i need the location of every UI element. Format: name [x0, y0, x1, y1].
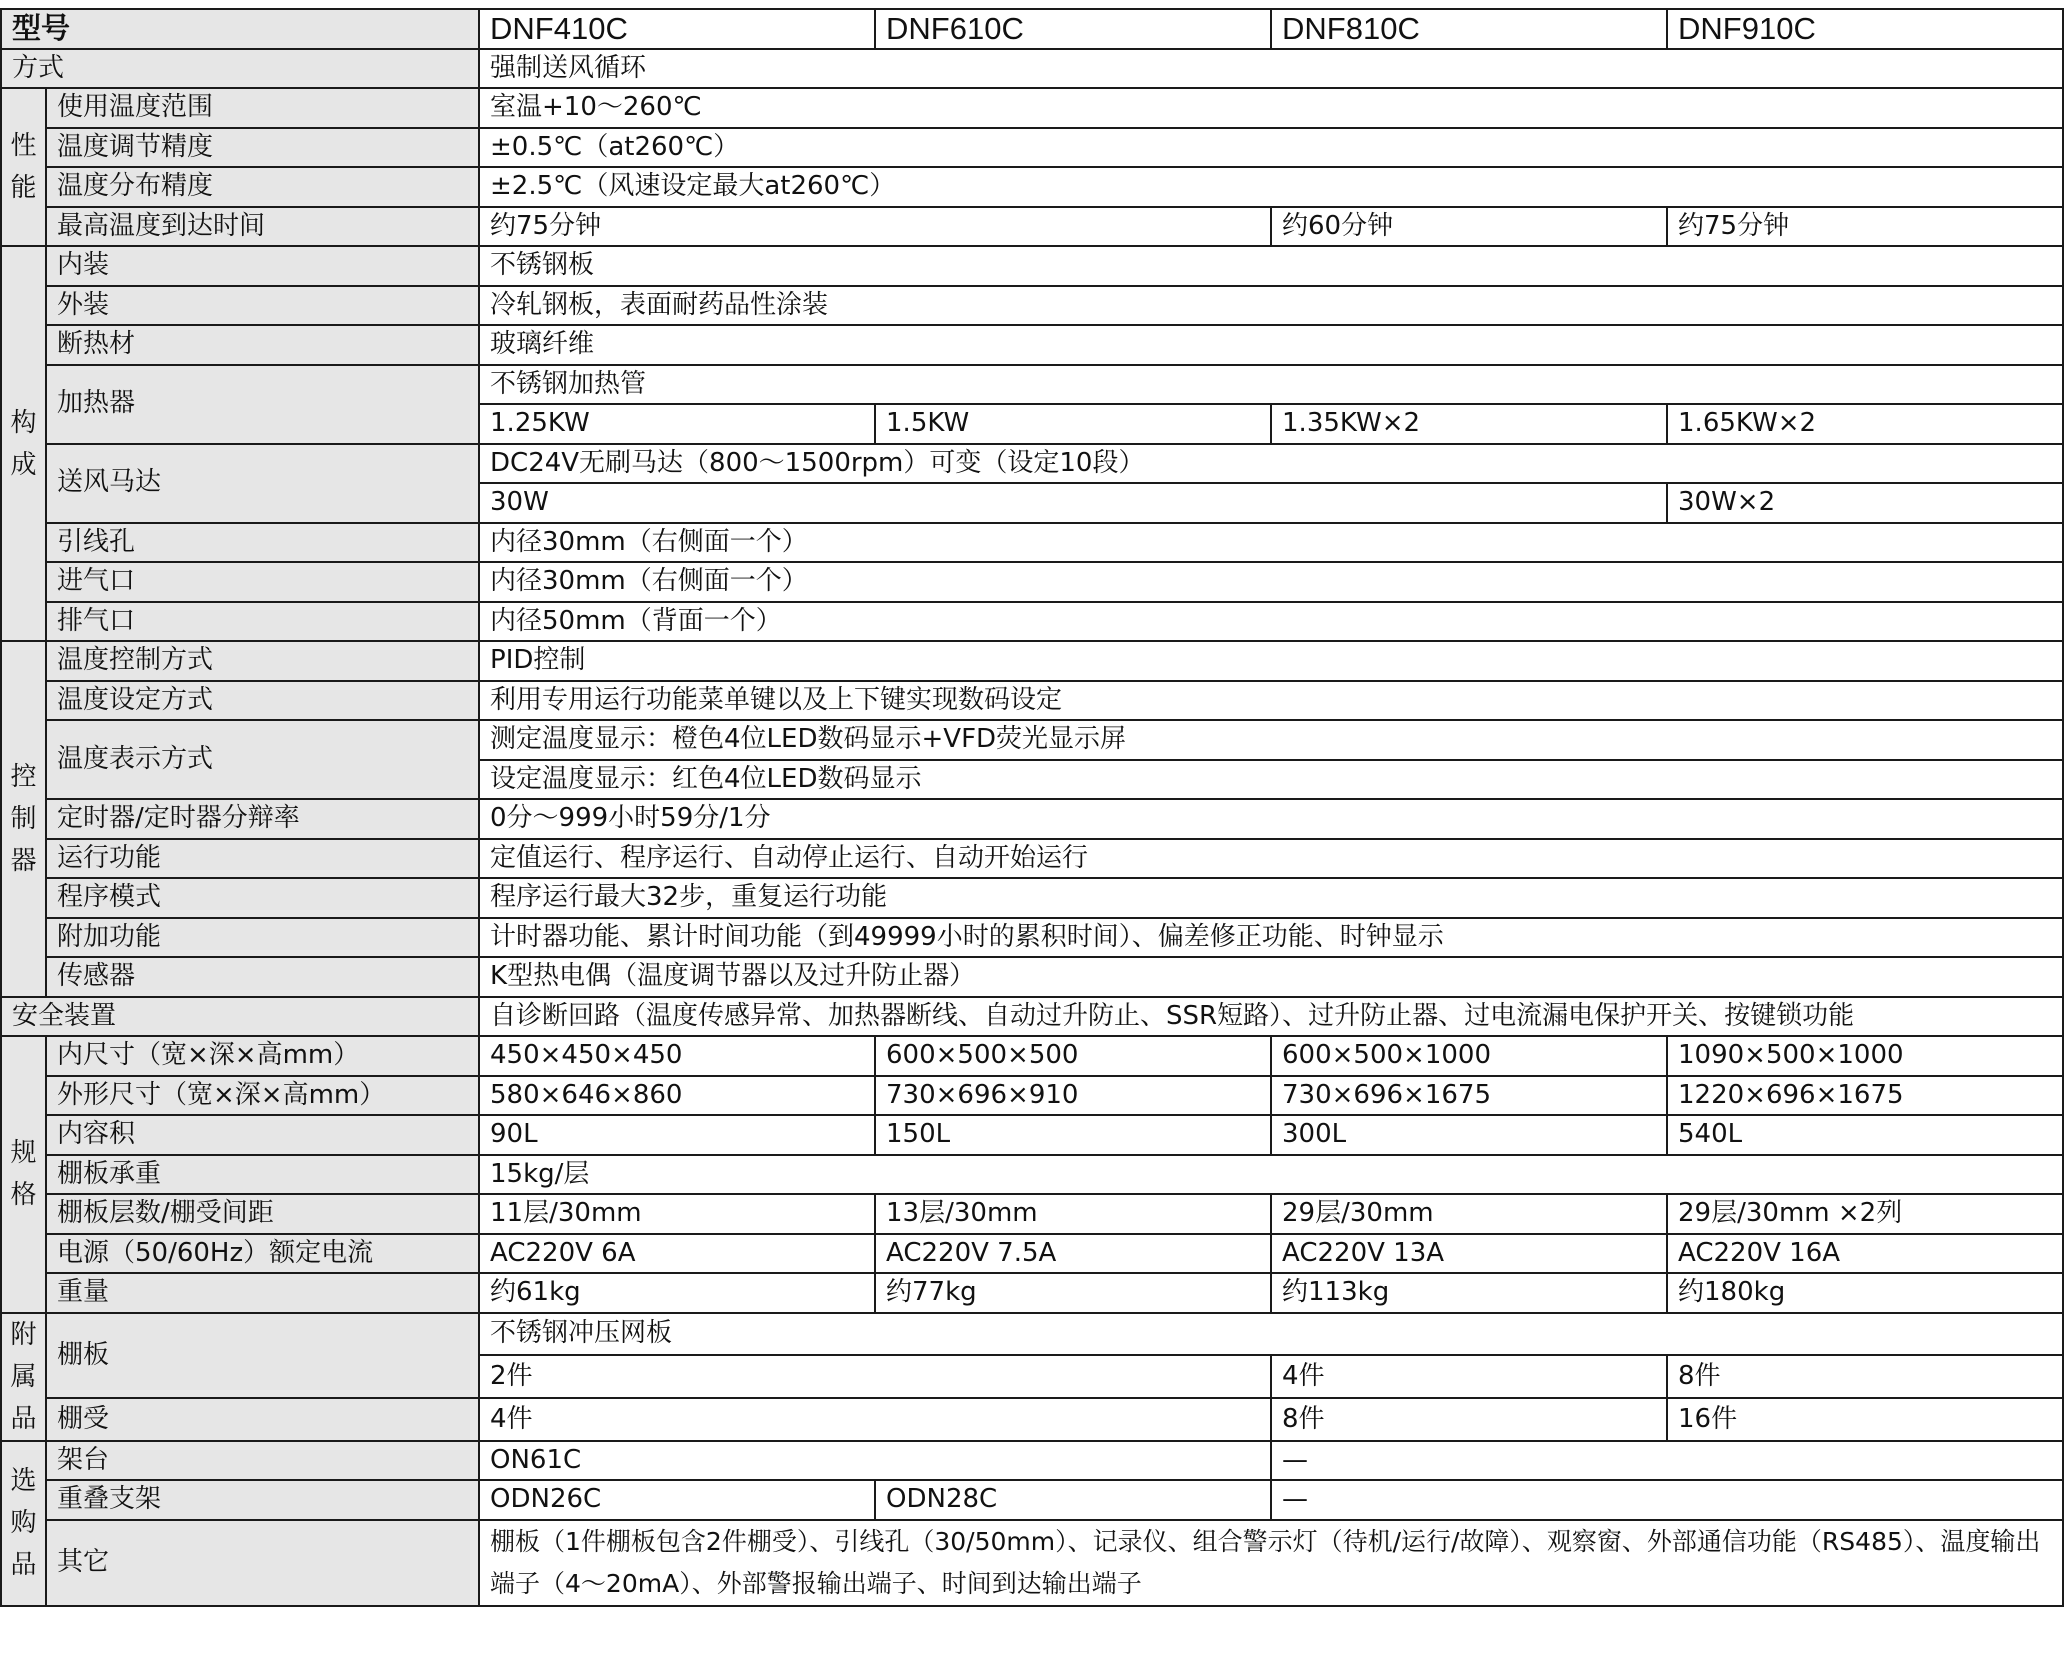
row-label: 温度控制方式	[46, 641, 479, 681]
options-category	[1, 1441, 46, 1606]
performance-category	[1, 88, 46, 246]
row-value: 玻璃纤维	[479, 325, 2063, 365]
spec-row	[1, 1036, 2063, 1076]
spec-row	[1, 88, 2063, 128]
spec-row	[1, 641, 2063, 681]
row-value: 540L	[1667, 1115, 2063, 1155]
row-label: 送风马达	[46, 444, 479, 523]
row-value: 棚板（1件棚板包含2件棚受）、引线孔（30/50mm）、记录仪、组合警示灯（待机/运行/故障）、观察窗、外部通信功能（RS485）、温度输出端子（4～20mA）、外部警报输出端子、时间到达输出端子	[479, 1520, 2063, 1606]
row-value: 计时器功能、累计时间功能（到49999小时的累积时间）、偏差修正功能、时钟显示	[479, 918, 2063, 958]
row-label: 棚板	[46, 1313, 479, 1398]
row-label: 运行功能	[46, 839, 479, 879]
spec-row	[1, 523, 2063, 563]
row-value: 730×696×910	[875, 1076, 1271, 1116]
spec-row	[1, 1194, 2063, 1234]
row-label: 架台	[46, 1441, 479, 1481]
row-value: 730×696×1675	[1271, 1076, 1667, 1116]
row-value: ODN26C	[479, 1480, 875, 1520]
row-value: 1.35KW×2	[1271, 404, 1667, 444]
spec-row	[1, 1155, 2063, 1195]
row-value: 29层/30mm ×2列	[1667, 1194, 2063, 1234]
row-label: 内装	[46, 246, 479, 286]
spec-row	[1, 1273, 2063, 1313]
safety-row	[1, 997, 2063, 1037]
row-label: 电源（50/60Hz）额定电流	[46, 1234, 479, 1274]
row-label: 重量	[46, 1273, 479, 1313]
row-value: ODN28C	[875, 1480, 1271, 1520]
row-label: 进气口	[46, 562, 479, 602]
row-label: 最高温度到达时间	[46, 207, 479, 247]
category-text: 选 购 品	[10, 1466, 37, 1580]
row-label: 使用温度范围	[46, 88, 479, 128]
row-label: 棚受	[46, 1398, 479, 1441]
category-text: 性 能	[10, 131, 37, 203]
row-value: ±0.5℃（at260℃）	[479, 128, 2063, 168]
row-label: 加热器	[46, 365, 479, 444]
spec-row	[1, 878, 2063, 918]
spec-row	[1, 957, 2063, 997]
row-label: 断热材	[46, 325, 479, 365]
row-value: 室温+10～260℃	[479, 88, 2063, 128]
spec-row	[1, 1398, 2063, 1441]
row-value: ON61C	[479, 1441, 1271, 1481]
row-value: 1.65KW×2	[1667, 404, 2063, 444]
row-value: —	[1271, 1441, 2063, 1481]
row-value: 程序运行最大32步，重复运行功能	[479, 878, 2063, 918]
row-value: 4件	[479, 1398, 1271, 1441]
row-value: 约61kg	[479, 1273, 875, 1313]
row-label: 内容积	[46, 1115, 479, 1155]
row-value: 内径50mm（背面一个）	[479, 602, 2063, 642]
accessories-category	[1, 1313, 46, 1441]
controller-category	[1, 641, 46, 997]
model-name: DNF910C	[1667, 9, 2063, 49]
row-label: 传感器	[46, 957, 479, 997]
spec-row	[1, 207, 2063, 247]
row-value: 约60分钟	[1271, 207, 1667, 247]
row-label: 外形尺寸（宽×深×高mm）	[46, 1076, 479, 1116]
spec-row	[1, 918, 2063, 958]
category-text: 规 格	[10, 1138, 37, 1211]
row-value: 定值运行、程序运行、自动停止运行、自动开始运行	[479, 839, 2063, 879]
row-value: 90L	[479, 1115, 875, 1155]
spec-row	[1, 839, 2063, 879]
safety-label: 安全装置	[1, 997, 479, 1037]
spec-row	[1, 1441, 2063, 1481]
spec-row	[1, 562, 2063, 602]
row-value: K型热电偶（温度调节器以及过升防止器）	[479, 957, 2063, 997]
row-value: AC220V 13A	[1271, 1234, 1667, 1274]
row-value: 30W	[479, 483, 1667, 523]
row-value: 580×646×860	[479, 1076, 875, 1116]
row-value: 冷轧钢板，表面耐药品性涂装	[479, 286, 2063, 326]
row-value: 2件	[479, 1355, 1271, 1398]
row-label: 棚板承重	[46, 1155, 479, 1195]
row-value: 16件	[1667, 1398, 2063, 1441]
row-label: 引线孔	[46, 523, 479, 563]
specs-category	[1, 1036, 46, 1313]
row-value: 1090×500×1000	[1667, 1036, 2063, 1076]
row-value: 11层/30mm	[479, 1194, 875, 1234]
row-value: 利用专用运行功能菜单键以及上下键实现数码设定	[479, 681, 2063, 721]
row-label: 附加功能	[46, 918, 479, 958]
row-label: 棚板层数/棚受间距	[46, 1194, 479, 1234]
spec-row	[1, 128, 2063, 168]
model-name: DNF410C	[479, 9, 875, 49]
row-value: 15kg/层	[479, 1155, 2063, 1195]
row-value: 1.5KW	[875, 404, 1271, 444]
row-value: 29层/30mm	[1271, 1194, 1667, 1234]
row-label: 程序模式	[46, 878, 479, 918]
spec-row	[1, 1115, 2063, 1155]
row-label: 温度表示方式	[46, 720, 479, 799]
row-value: 13层/30mm	[875, 1194, 1271, 1234]
row-value: 30W×2	[1667, 483, 2063, 523]
row-value: 0分～999小时59分/1分	[479, 799, 2063, 839]
category-text: 构 成	[10, 407, 37, 480]
row-value: ±2.5℃（风速设定最大at260℃）	[479, 167, 2063, 207]
spec-row	[1, 1076, 2063, 1116]
header-row	[1, 9, 2063, 49]
construction-category	[1, 246, 46, 641]
row-value: —	[1271, 1480, 2063, 1520]
spec-row	[1, 444, 2063, 484]
spec-row	[1, 681, 2063, 721]
row-value: 测定温度显示：橙色4位LED数码显示+VFD荧光显示屏	[479, 720, 2063, 760]
row-label: 外装	[46, 286, 479, 326]
row-label: 其它	[46, 1520, 479, 1606]
row-value: 300L	[1271, 1115, 1667, 1155]
row-label: 定时器/定时器分辩率	[46, 799, 479, 839]
row-value: 约77kg	[875, 1273, 1271, 1313]
category-text: 控 制 器	[10, 761, 37, 876]
row-value: 8件	[1271, 1398, 1667, 1441]
category-text: 附 属 品	[10, 1319, 37, 1434]
spec-row	[1, 1234, 2063, 1274]
row-value: AC220V 16A	[1667, 1234, 2063, 1274]
row-value: 约75分钟	[479, 207, 1271, 247]
method-label: 方式	[1, 49, 479, 89]
spec-row	[1, 720, 2063, 760]
row-value: AC220V 7.5A	[875, 1234, 1271, 1274]
model-name: DNF610C	[875, 9, 1271, 49]
method-value: 强制送风循环	[479, 49, 2063, 89]
method-row	[1, 49, 2063, 89]
safety-value: 自诊断回路（温度传感异常、加热器断线、自动过升防止、SSR短路）、过升防止器、过电流漏电保护开关、按键锁功能	[479, 997, 2063, 1037]
row-value: 设定温度显示：红色4位LED数码显示	[479, 760, 2063, 800]
row-value: 内径30mm（右侧面一个）	[479, 562, 2063, 602]
spec-row	[1, 1520, 2063, 1606]
model-name: DNF810C	[1271, 9, 1667, 49]
row-value: 1.25KW	[479, 404, 875, 444]
row-label: 重叠支架	[46, 1480, 479, 1520]
row-value: 600×500×500	[875, 1036, 1271, 1076]
row-value: 450×450×450	[479, 1036, 875, 1076]
row-label: 温度分布精度	[46, 167, 479, 207]
row-value: 约180kg	[1667, 1273, 2063, 1313]
spec-row	[1, 1313, 2063, 1356]
row-value: AC220V 6A	[479, 1234, 875, 1274]
row-value: 150L	[875, 1115, 1271, 1155]
spec-row	[1, 286, 2063, 326]
row-value: 600×500×1000	[1271, 1036, 1667, 1076]
spec-row	[1, 365, 2063, 405]
spec-row	[1, 1480, 2063, 1520]
model-header-label: 型号	[1, 9, 479, 49]
row-value: 8件	[1667, 1355, 2063, 1398]
row-value: 不锈钢冲压网板	[479, 1313, 2063, 1356]
spec-row	[1, 167, 2063, 207]
row-value: 内径30mm（右侧面一个）	[479, 523, 2063, 563]
row-label: 温度调节精度	[46, 128, 479, 168]
row-value: PID控制	[479, 641, 2063, 681]
row-value: 不锈钢板	[479, 246, 2063, 286]
spec-row	[1, 246, 2063, 286]
row-value: 约75分钟	[1667, 207, 2063, 247]
row-label: 温度设定方式	[46, 681, 479, 721]
row-value: 不锈钢加热管	[479, 365, 2063, 405]
spec-row	[1, 799, 2063, 839]
row-value: DC24V无刷马达（800～1500rpm）可变（设定10段）	[479, 444, 2063, 484]
row-label: 内尺寸（宽×深×高mm）	[46, 1036, 479, 1076]
row-value: 约113kg	[1271, 1273, 1667, 1313]
spec-row	[1, 325, 2063, 365]
spec-table	[0, 8, 2064, 1607]
spec-row	[1, 602, 2063, 642]
row-value: 1220×696×1675	[1667, 1076, 2063, 1116]
row-value: 4件	[1271, 1355, 1667, 1398]
row-label: 排气口	[46, 602, 479, 642]
